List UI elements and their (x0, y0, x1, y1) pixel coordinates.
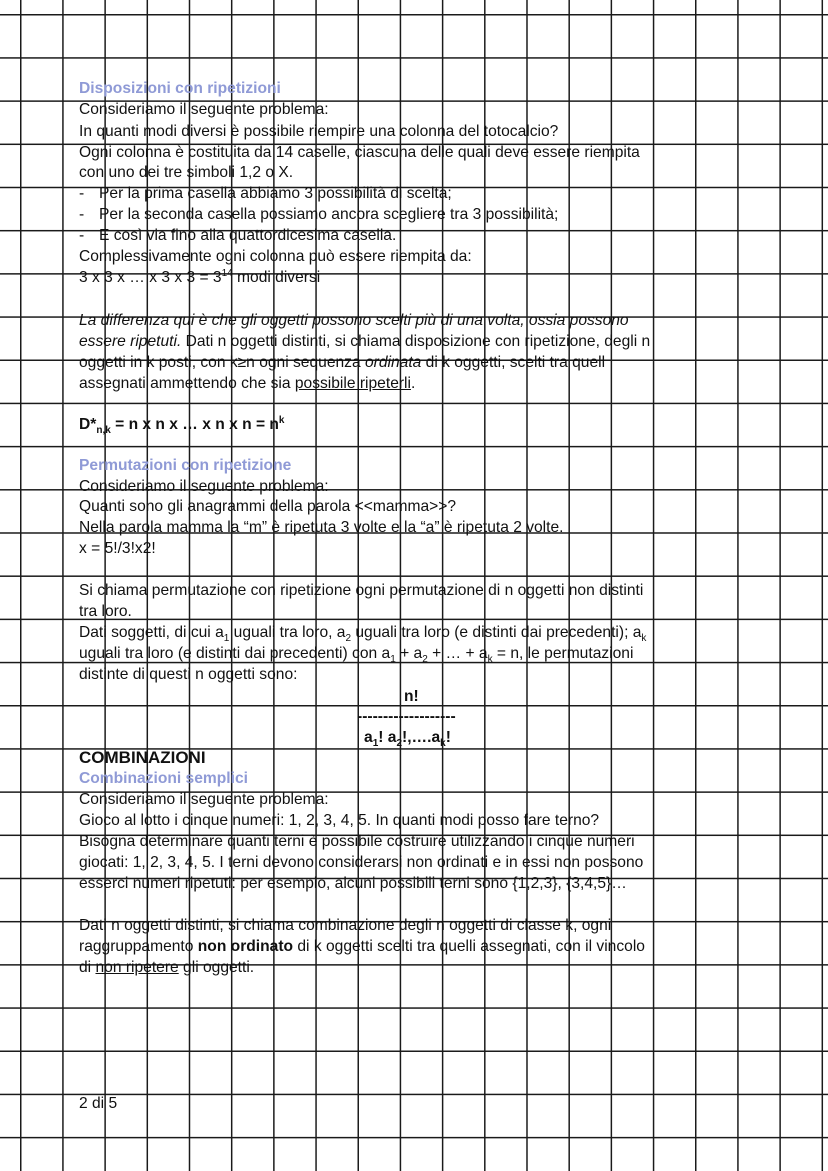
text-line: Bisogna determinare quanti terni è possibile costruire utilizzando i cinque numeri (79, 833, 635, 850)
formula-line: 3 x 3 x … x 3 x $3 = 3^{14}$ modi diversi (79, 267, 321, 286)
definition-line: distinte di questi n oggetti sono: (79, 666, 298, 683)
section-title-permutazioni: Permutazioni con ripetizione (79, 457, 292, 474)
definition-line: di non ripetere gli oggetti. (79, 959, 255, 976)
definition-line: Dati soggetti, di cui $a_1$ uguali tra loro, $a_2$ uguali tra loro (e distinti dai precedenti); $a_k$ (79, 624, 647, 645)
bullet-text: Per la seconda casella possiamo ancora scegliere tra 3 possibilità; (99, 206, 559, 223)
text-line: Ogni colonna è costituita da 14 caselle, ciascuna delle quali deve essere riempita (79, 144, 640, 161)
section-title-combinazioni: Combinazioni semplici (79, 770, 248, 787)
bullet-item: - E così via fino alla quattordicesima casella. (79, 227, 397, 244)
definition-line: tra loro. (79, 603, 132, 620)
fraction-numerator: n! (404, 688, 419, 705)
definition-line: raggruppamento non ordinato di k oggetti scelti tra quelli assegnati, con il vincolo (79, 938, 645, 955)
text-line: Consideriamo il seguente problema: (79, 101, 329, 118)
definition-line: Dati n oggetti distinti, si chiama combinazione degli n oggetti di classe k, ogni (79, 917, 612, 934)
fraction-bar: ------------------- (357, 708, 456, 725)
definition-line: oggetti in k posti, con k≥n ogni sequenza ordinata di k oggetti, scelti tra quell (79, 354, 606, 371)
heading-combinazioni: COMBINAZIONI (79, 748, 206, 767)
bullet-item: - Per la seconda casella possiamo ancora scegliere tra 3 possibilità; (79, 206, 559, 223)
definition-line: uguali tra loro (e distinti dai precedenti) con $a_1 + a_2$ + … + $a_k = n$, le permutazioni (79, 645, 634, 666)
text-line: con uno dei tre simboli 1,2 o X. (79, 164, 294, 181)
text-line: Complessivamente ogni colonna può essere riempita da: (79, 248, 472, 265)
page-number: 2 di 5 (79, 1095, 118, 1112)
text-line: esserci numeri ripetuti: per esempio, alcuni possibili terni sono {1,2,3}, {3,4,5}… (79, 875, 627, 892)
bullet-item: - Per la prima casella abbiamo 3 possibilità di scelta; (79, 185, 452, 202)
definition-line: Si chiama permutazione con ripetizione ogni permutazione di n oggetti non distinti (79, 582, 644, 599)
fraction-denominator: $a_1$! $a_2!,\dots.a_k$! (364, 729, 451, 750)
definition-line: essere ripetuti. Dati n oggetti distinti, si chiama disposizione con ripetizione, degli n (79, 333, 651, 350)
section-title-disposizioni: Disposizioni con ripetizioni (79, 80, 281, 97)
text-line: x = 5!/3!x2! (79, 540, 156, 557)
bullet-text: E così via fino alla quattordicesima casella. (99, 227, 397, 244)
text-line: Quanti sono gli anagrammi della parola <<mamma>>? (79, 498, 457, 515)
text-line: Consideriamo il seguente problema: (79, 478, 329, 495)
text-line: giocati: 1, 2, 3, 4, 5. I terni devono considerarsi non ordinati e in essi non possono (79, 854, 644, 871)
text-line: In quanti modi diversi è possibile riempire una colonna del totocalcio? (79, 123, 559, 140)
text-line: Consideriamo il seguente problema: (79, 791, 329, 808)
definition-line: assegnati ammettendo che sia possibile ripeterli. (79, 375, 416, 392)
definition-line: La differenza qui è che gli oggetti possono scelti più di una volta, ossia possono (79, 312, 629, 329)
text-line: Gioco al lotto i cinque numeri: 1, 2, 3, 4, 5. In quanti modi posso fare terno? (79, 812, 600, 829)
bullet-text: Per la prima casella abbiamo 3 possibilità di scelta; (99, 185, 452, 202)
formula-disposizioni: $D*_{n,k} = n$ x n x … x n x $n = n^k$ (79, 414, 285, 437)
text-line: Nella parola mamma la “m” è ripetuta 3 volte e la “a” è ripetuta 2 volte. (79, 519, 564, 536)
